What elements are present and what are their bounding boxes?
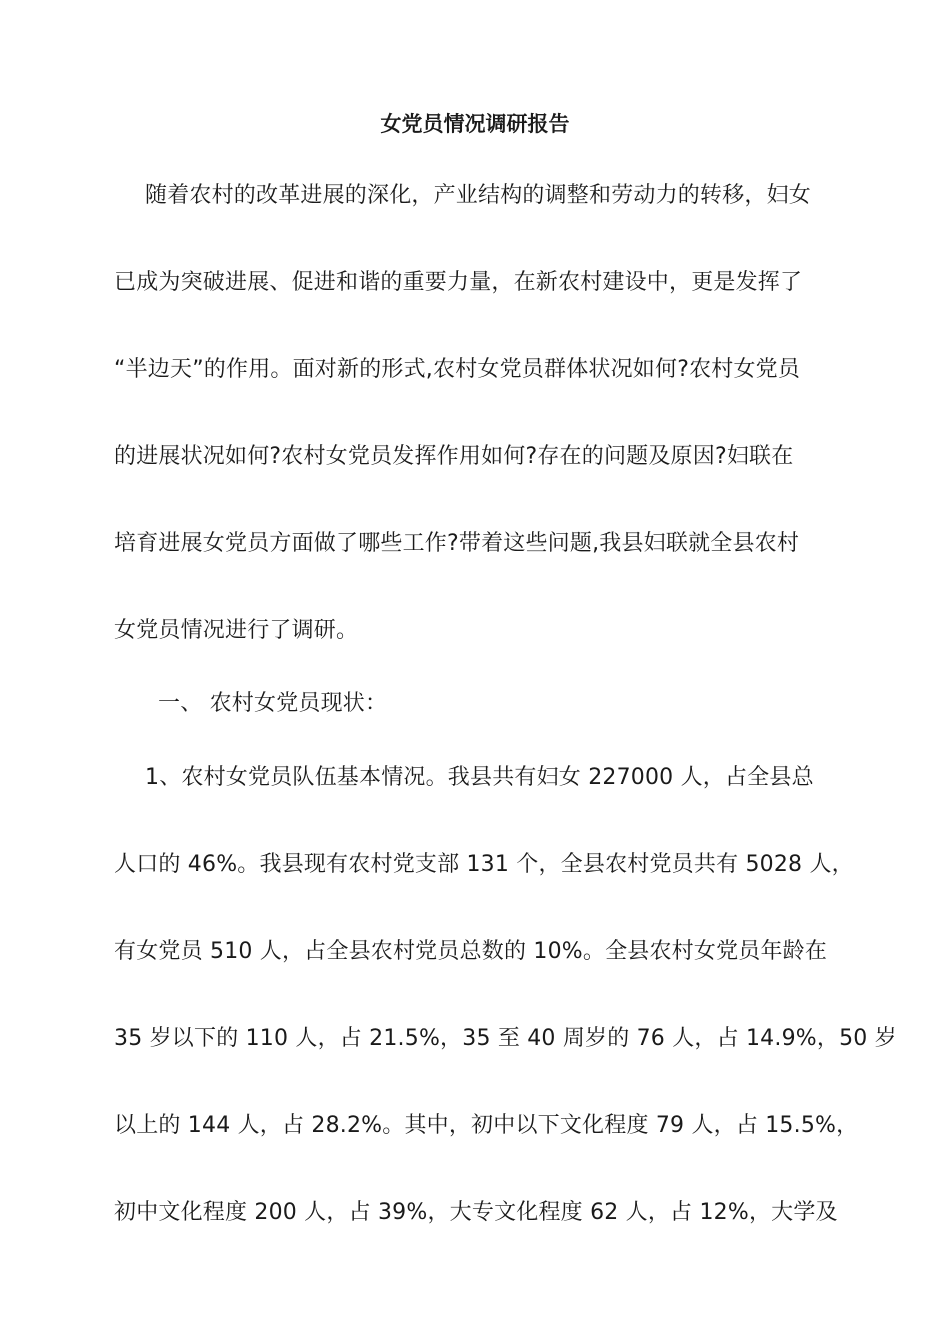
- paragraph-line-7: 1、农村女党员队伍基本情况。我县共有妇女 227000 人，占全县总: [145, 765, 814, 790]
- paragraph-line-5: 培育进展女党员方面做了哪些工作?带着这些问题,我县妇联就全县农村: [114, 531, 800, 556]
- paragraph-line-1: 随着农村的改革进展的深化，产业结构的调整和劳动力的转移，妇女: [145, 183, 812, 208]
- paragraph-line-2: 已成为突破进展、促进和谐的重要力量，在新农村建设中，更是发挥了: [114, 270, 803, 295]
- paragraph-line-8: 人口的 46%。我县现有农村党支部 131 个，全县农村党员共有 5028 人，: [114, 852, 854, 877]
- paragraph-line-12: 初中文化程度 200 人，占 39%，大专文化程度 62 人，占 12%，大学及: [114, 1200, 838, 1225]
- paragraph-line-4: 的进展状况如何?农村女党员发挥作用如何?存在的问题及原因?妇联在: [114, 444, 794, 469]
- document-title: 女党员情况调研报告: [380, 112, 570, 136]
- section-heading-1: 一、 农村女党员现状：: [158, 691, 388, 716]
- paragraph-line-6: 女党员情况进行了调研。: [114, 618, 359, 643]
- paragraph-line-11: 以上的 144 人，占 28.2%。其中，初中以下文化程度 79 人，占 15.5%，: [114, 1113, 859, 1138]
- paragraph-line-10: 35 岁以下的 110 人，占 21.5%，35 至 40 周岁的 76 人，占 14.9%，50 岁: [114, 1026, 897, 1051]
- paragraph-line-9: 有女党员 510 人，占全县农村党员总数的 10%。全县农村女党员年龄在: [114, 939, 828, 964]
- paragraph-line-3: “半边天”的作用。面对新的形式,农村女党员群体状况如何?农村女党员: [114, 357, 801, 382]
